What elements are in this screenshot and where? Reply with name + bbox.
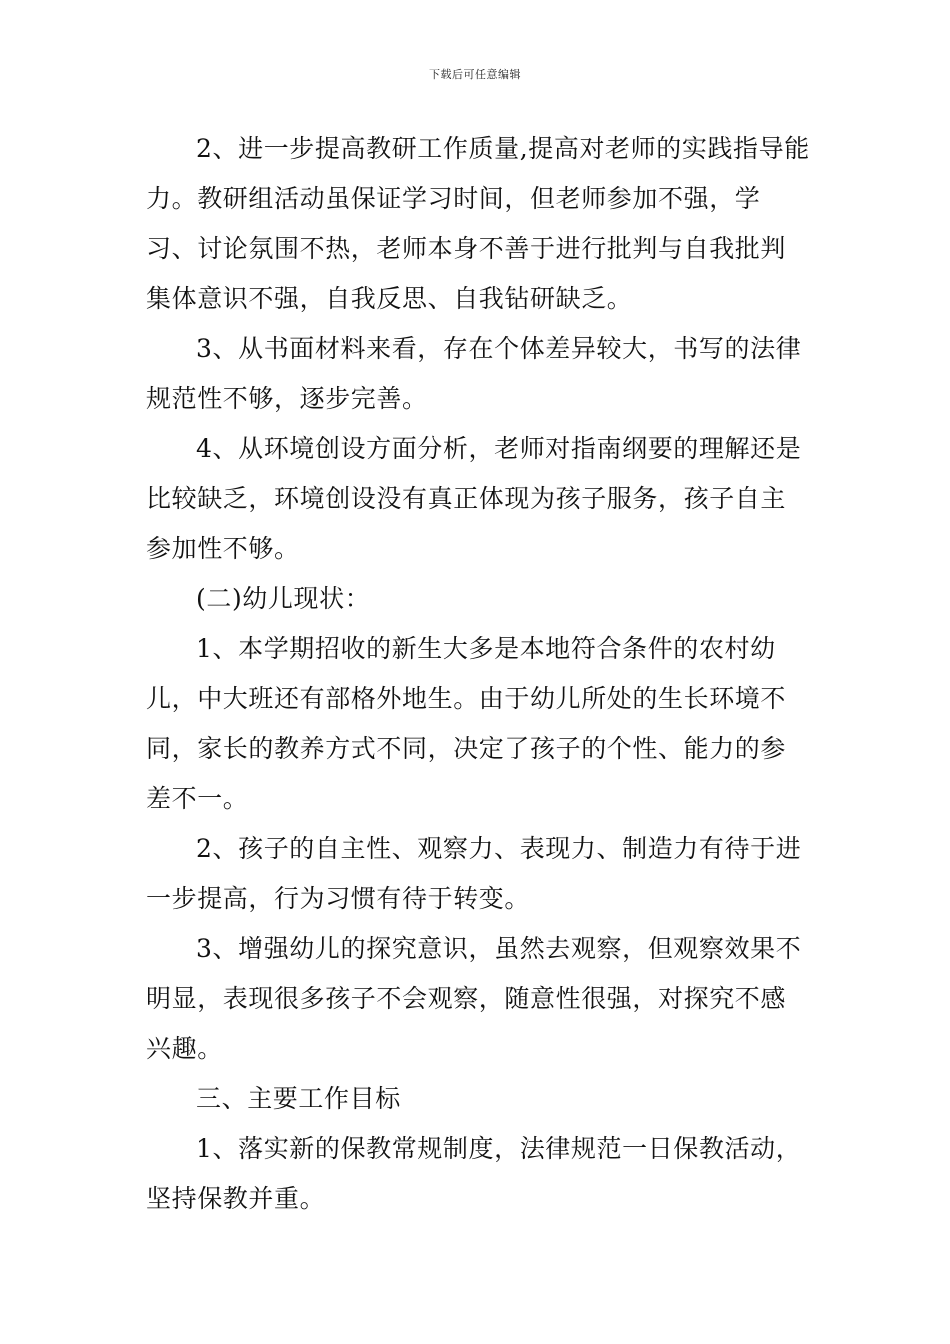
- section-heading-main-goals: 三、主要工作目标: [196, 1084, 401, 1113]
- paragraph-inquiry-awareness: 3、增强幼儿的探究意识，虽然去观察，但观察效果不明显，表现很多孩子不会观察，随意性很强，对探究不感兴趣。: [146, 934, 802, 1063]
- paragraph-new-students: 1、本学期招收的新生大多是本地符合条件的农村幼儿，中大班还有部格外地生。由于幼儿所处的生长环境不同，家长的教养方式不同，决定了孩子的个性、能力的参差不一。: [146, 634, 787, 813]
- paragraph-child-autonomy: 2、孩子的自主性、观察力、表现力、制造力有待于进一步提高，行为习惯有待于转变。: [146, 834, 802, 913]
- paragraph-written-materials: 3、从书面材料来看，存在个体差异较大，书写的法律规范性不够，逐步完善。: [146, 334, 802, 413]
- section-heading-children-status: (二)幼儿现状：: [196, 584, 371, 613]
- paragraph-care-education-system: 1、落实新的保教常规制度，法律规范一日保教活动，坚持保教并重。: [146, 1134, 802, 1213]
- document-body: [146, 124, 810, 1224]
- paragraph-environment-creation: 4、从环境创设方面分析，老师对指南纲要的理解还是比较缺乏，环境创设没有真正体现为孩子服务，孩子自主参加性不够。: [146, 434, 802, 563]
- page-header: 下载后可任意编辑: [429, 68, 521, 81]
- paragraph-teaching-research-quality: 2、进一步提高教研工作质量,提高对老师的实践指导能力。教研组活动虽保证学习时间，但老师参加不强，学习、讨论氛围不热，老师本身不善于进行批判与自我批判集体意识不强，自我反思、自我钻研缺乏。: [146, 134, 810, 313]
